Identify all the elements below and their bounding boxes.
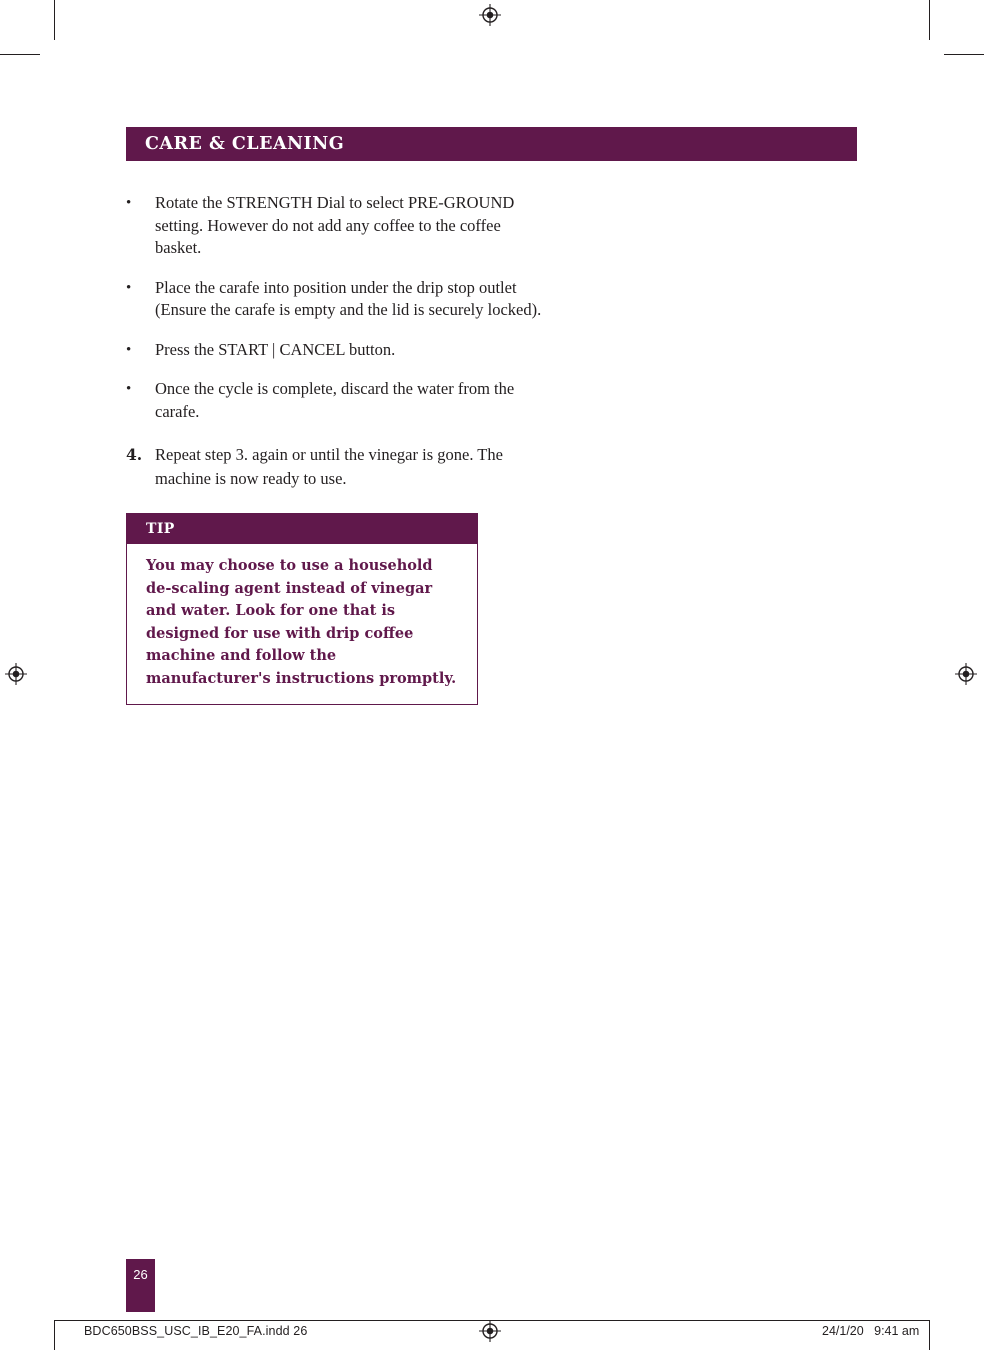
list-item xyxy=(126,339,546,362)
bullet-dot-icon: • xyxy=(126,341,132,358)
footer-file-name: BDC650BSS_USC_IB_E20_FA.indd 26 xyxy=(84,1324,308,1338)
numbered-step-4 xyxy=(126,443,546,490)
step-text: Repeat step 3. again or until the vinegar is gone. The machine is now ready to use. xyxy=(155,445,503,488)
bullet-dot-icon: • xyxy=(126,279,132,296)
section-header-banner xyxy=(126,127,857,161)
list-item-text: Once the cycle is complete, discard the water from the carafe. xyxy=(155,379,515,421)
page-title: CARE & CLEANING xyxy=(145,134,345,154)
body-content xyxy=(126,192,546,490)
page-number-badge: 26 xyxy=(126,1259,155,1312)
step-number: 4. xyxy=(126,445,143,464)
list-item-text: Rotate the STRENGTH Dial to select PRE-GROUND setting. However do not add any coffee to the coffee basket. xyxy=(155,193,515,257)
crop-mark-bottom-left-vertical xyxy=(54,1320,55,1350)
bullet-dot-icon: • xyxy=(126,381,132,397)
list-item xyxy=(126,192,546,260)
list-item-text: Press the START | CANCEL button. xyxy=(155,339,396,359)
tip-body-text: You may choose to use a household de-scaling agent instead of vinegar and water. Look for one that is designed for use with drip coffee machine and follow the manufacturer's instructions promptly. xyxy=(146,557,457,687)
list-item xyxy=(126,378,546,423)
list-item-text: Place the carafe into position under the drip stop outlet (Ensure the carafe is empty and the lid is securely locked). xyxy=(155,277,542,319)
tip-heading: TIP xyxy=(127,514,477,544)
footer-timestamp: 24/1/20 9:41 am xyxy=(822,1324,920,1338)
list-item xyxy=(126,277,546,322)
crop-mark-bottom-right-vertical xyxy=(929,1320,930,1350)
tip-callout-box xyxy=(126,513,478,705)
bullet-dot-icon: • xyxy=(126,195,132,211)
footer-divider xyxy=(54,1320,929,1321)
instruction-bullet-list xyxy=(126,192,546,423)
